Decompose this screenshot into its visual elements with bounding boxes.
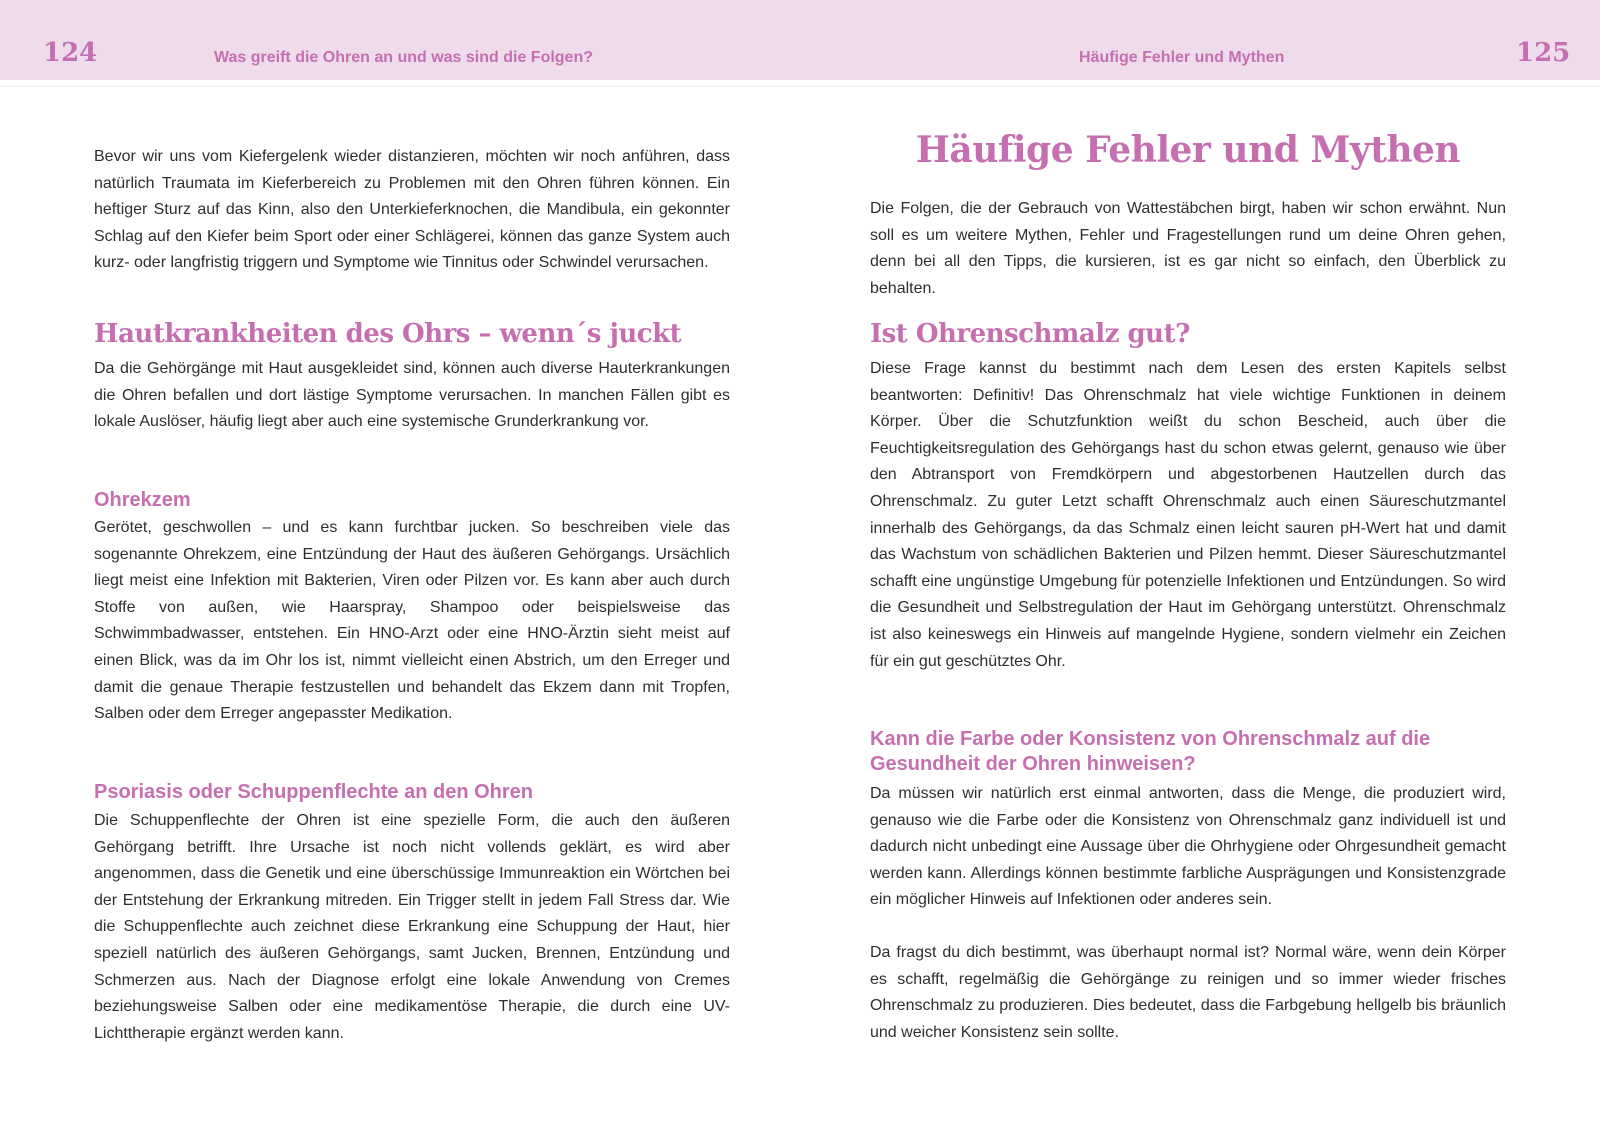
- right-intro-paragraph: Die Folgen, die der Gebrauch von Wattestäbchen birgt, haben wir schon erwähnt. Nun soll es um weitere Mythen, Fehler und Fragestellungen rund um deine Ohren gehen, denn bei all den Tipps, die kursieren, ist es gar nicht so einfach, den Überblick zu behalten.: [870, 200, 1506, 297]
- section-heading-hautkrankheiten: Hautkrankheiten des Ohrs – wenn´s juckt: [94, 319, 682, 349]
- header-band: [0, 0, 1600, 80]
- subheading-ohrekzem: Ohrekzem: [94, 489, 191, 511]
- section-paragraph-hautkrankheiten: Da die Gehörgänge mit Haut ausgekleidet sind, können auch diverse Hauterkrankungen die Ohren befallen und dort lästige Symptome verursachen. In manchen Fällen gibt es lokale Auslöser, häufig liegt aber auch eine systemische Grunderkrankung vor.: [94, 360, 730, 431]
- paragraph-farbe-konsistenz-2: Da fragst du dich bestimmt, was überhaupt normal ist? Normal wäre, wenn dein Körper es schafft, regelmäßig die Gehörgänge zu reinigen und so immer wieder frisches Ohrenschmalz zu produzieren. Dies bedeutet, dass die Farbgebung hellgelb bis bräunlich und weicher Konsistenz sein sollte.: [870, 944, 1506, 1041]
- paragraph-farbe-konsistenz-1: Da müssen wir natürlich erst einmal antworten, dass die Menge, die produziert wird, genauso wie die Farbe oder die Konsistenz von Ohrenschmalz ganz individuell ist und dadurch nicht unbedingt eine Aussage über die Ohrhygiene oder Ohrgesundheit gemacht werden kann. Allerdings können bestimmte farbliche Ausprägungen und Konsistenzgrade ein möglicher Hinweis auf Infektionen oder anderes sein.: [870, 785, 1506, 909]
- subheading-psoriasis: Psoriasis oder Schuppenflechte an den Ohren: [94, 781, 533, 803]
- section-heading-ohrenschmalz: Ist Ohrenschmalz gut?: [870, 319, 1190, 349]
- header-divider: [0, 85, 1600, 87]
- left-page-number: 124: [43, 38, 98, 68]
- right-running-head: Häufige Fehler und Mythen: [1079, 49, 1285, 66]
- right-page-number: 125: [1516, 38, 1571, 68]
- left-intro-paragraph: Bevor wir uns vom Kiefergelenk wieder distanzieren, möchten wir noch anführen, dass natürlich Traumata im Kieferbereich zu Problemen mit den Ohren führen können. Ein heftiger Sturz auf das Kinn, also den Unterkieferknochen, die Mandibula, ein gekonnter Schlag auf den Kiefer beim Sport oder einer Schlägerei, können das ganze System auch kurz- oder langfristig triggern und Symptome wie Tinnitus oder Schwindel verursachen.: [94, 148, 730, 272]
- chapter-title: Häufige Fehler und Mythen: [915, 129, 1461, 171]
- section-paragraph-ohrenschmalz: Diese Frage kannst du bestimmt nach dem Lesen des ersten Kapitels selbst beantworten: Definitiv! Das Ohrenschmalz hat viele wichtige Funktionen in deinem Körper. Über die Schutzfunktion weißt du schon Bescheid, auch über die Feuchtigkeitsregulation des Gehörgangs hast du schon etwas gelernt, genauso wie über den Abtransport von Fremdkörpern und abgestorbenen Hautzellen durch das Ohrenschmalz. Zu guter Letzt schafft Ohrenschmalz auch einen Säureschutzmantel innerhalb des Gehörgangs, da das Schmalz einen leicht sauren pH-Wert hat und damit das Wachstum von schädlichen Bakterien und Pilzen hemmt. Dieser Säureschutzmantel schafft eine ungünstige Umgebung für potenzielle Infektionen und Entzündungen. So wird die Gesundheit und Selbstregulation der Haut im Gehörgang unterstützt. Ohrenschmalz ist also keineswegs ein Hinweis auf mangelnde Hygiene, sondern vielmehr ein Zeichen für ein gut geschütztes Ohr.: [870, 360, 1506, 670]
- left-running-head: Was greift die Ohren an und was sind die Folgen?: [214, 49, 593, 66]
- paragraph-psoriasis: Die Schuppenflechte der Ohren ist eine spezielle Form, die auch den äußeren Gehörgang betrifft. Ihre Ursache ist noch nicht vollends geklärt, es wird aber angenommen, dass die Genetik und eine überschüssige Immunreaktion ein Wörtchen bei der Entstehung der Erkrankung mitreden. Ein Trigger stellt in jedem Fall Stress dar. Wie die Schuppenflechte auch zeichnet diese Erkrankung eine Schuppung der Haut, hier speziell natürlich des äußeren Gehörgangs, samt Jucken, Brennen, Entzündung und Schmerzen aus. Nach der Diagnose erfolgt eine lokale Anwendung von Cremes beziehungsweise Salben oder eine medikamentöse Therapie, die durch eine UV-Lichttherapie ergänzt werden kann.: [94, 812, 730, 1042]
- paragraph-ohrekzem: Gerötet, geschwollen – und es kann furchtbar jucken. So beschreiben viele das sogenannte Ohrekzem, eine Entzündung der Haut des äußeren Gehörgangs. Ursächlich liegt meist eine Infektion mit Bakterien, Viren oder Pilzen vor. Es kann aber auch durch Stoffe von außen, wie Haarspray, Shampoo oder beispielsweise das Schwimmbadwasser, entstehen. Ein HNO-Arzt oder eine HNO-Ärztin sieht meist auf einen Blick, was da im Ohr los ist, nimmt vielleicht einen Abstrich, um den Erreger und damit die genaue Therapie festzustellen und behandelt das Ekzem dann mit Tropfen, Salben oder dem Erreger angepasster Medikation.: [94, 519, 730, 723]
- subheading-farbe-konsistenz: Kann die Farbe oder Konsistenz von Ohrenschmalz auf die Gesundheit der Ohren hinweisen?: [870, 728, 1431, 775]
